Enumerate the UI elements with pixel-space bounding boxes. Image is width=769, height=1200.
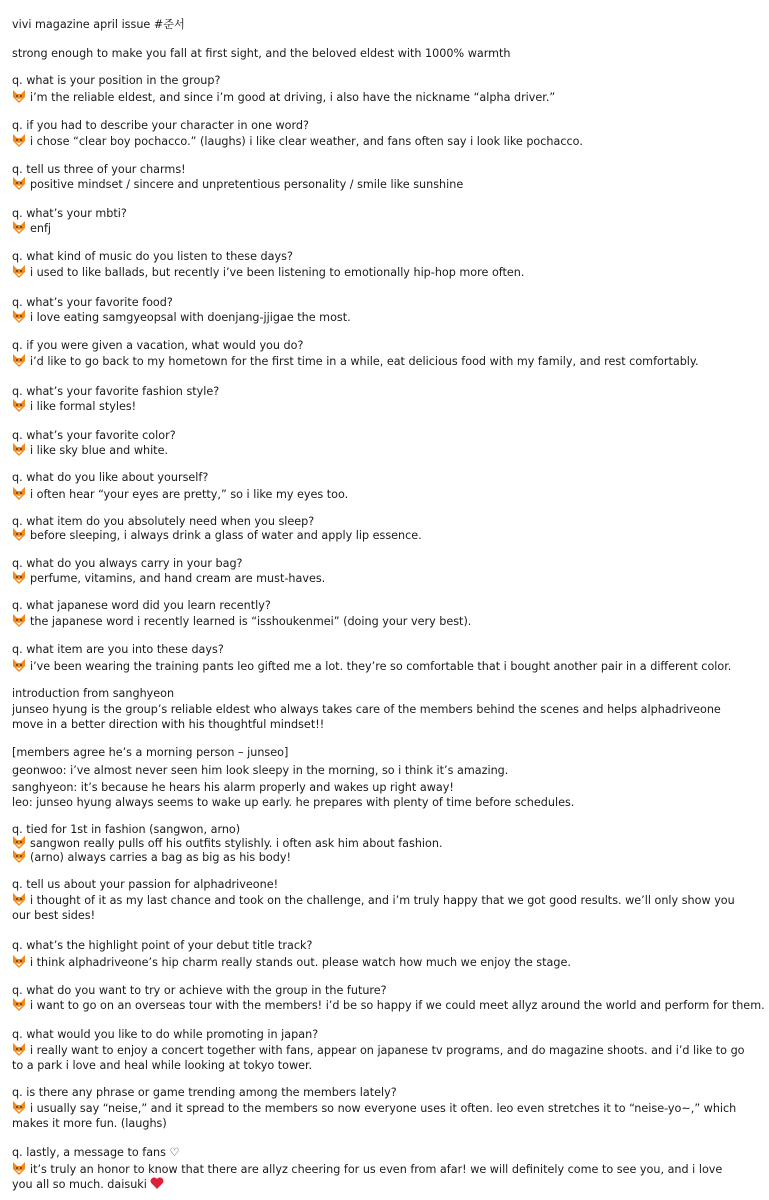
question: q. what item are you into these days? xyxy=(12,643,224,656)
fox-icon xyxy=(12,893,26,906)
fox-icon xyxy=(12,528,26,541)
question: q. what’s your favorite color? xyxy=(12,429,176,442)
question: q. tell us three of your charms! xyxy=(12,163,186,176)
question: q. what do you want to try or achieve with the group in the future? xyxy=(12,984,387,997)
answer-text: i’ve been wearing the training pants leo gifted me a lot. they’re so comfortable that i bought another pair in a different color. xyxy=(30,660,732,673)
fox-icon xyxy=(12,221,26,234)
answer xyxy=(12,177,745,192)
article-subtitle: strong enough to make you fall at first sight, and the beloved eldest with 1000% warmth xyxy=(12,47,511,60)
answer xyxy=(12,310,745,325)
answer-text: i often hear “your eyes are pretty,” so i like my eyes too. xyxy=(30,488,349,501)
answer-text: i usually say “neise,” and it spread to the members so now everyone uses it often. leo even stretches it to “neise-yo~,” which makes it more fun. (laughs) xyxy=(12,1102,737,1130)
answer xyxy=(12,659,745,674)
answer xyxy=(12,528,745,543)
question: q. what would you like to do while promoting in japan? xyxy=(12,1028,319,1041)
fox-icon xyxy=(12,998,26,1011)
fox-icon xyxy=(12,659,26,672)
answer xyxy=(12,998,765,1013)
answer-text: before sleeping, i always drink a glass of water and apply lip essence. xyxy=(30,529,422,542)
answer-text: enfj xyxy=(30,222,52,235)
red-heart-icon xyxy=(150,1177,164,1189)
answer-text: the japanese word i recently learned is “isshoukenmei” (doing your very best). xyxy=(30,615,472,628)
member-quote: sanghyeon: it’s because he hears his alarm properly and wakes up right away! xyxy=(12,781,454,794)
answer-text: (arno) always carries a bag as big as his body! xyxy=(30,851,291,864)
fox-icon xyxy=(12,955,26,968)
answer-text: i thought of it as my last chance and took on the challenge, and i’m truly happy that we got good results. we’ll only show you our best sides! xyxy=(12,894,735,922)
fox-icon xyxy=(12,177,26,190)
fox-icon xyxy=(12,487,26,500)
answer-text: i used to like ballads, but recently i’ve been listening to emotionally hip-hop more often. xyxy=(30,266,525,279)
answer-text: i love eating samgyeopsal with doenjang-jjigae the most. xyxy=(30,311,351,324)
answer xyxy=(12,134,745,149)
fox-icon xyxy=(12,571,26,584)
question: q. what do you always carry in your bag? xyxy=(12,557,243,570)
fox-icon xyxy=(12,836,26,849)
answer xyxy=(12,955,745,970)
answer-text: i want to go on an overseas tour with the members! i’d be so happy if we could meet allyz around the world and perform for them. xyxy=(30,999,765,1012)
fox-icon xyxy=(12,443,26,456)
fox-icon xyxy=(12,310,26,323)
answer xyxy=(12,1043,745,1073)
answer-text: perfume, vitamins, and hand cream are must-haves. xyxy=(30,572,326,585)
answer xyxy=(12,90,745,105)
answer xyxy=(12,1101,745,1131)
question: q. what do you like about yourself? xyxy=(12,471,209,484)
answer-text: i like sky blue and white. xyxy=(30,444,169,457)
intro-text: junseo hyung is the group’s reliable eldest who always takes care of the members behind the scenes and helps alphadriveone move in a better direction with his thoughtful mindset!! xyxy=(12,703,721,731)
question: q. what is your position in the group? xyxy=(12,74,221,87)
question: q. what kind of music do you listen to these days? xyxy=(12,250,293,263)
fox-icon xyxy=(12,354,26,367)
fox-icon xyxy=(12,399,26,412)
member-quote: geonwoo: i’ve almost never seen him look sleepy in the morning, so i think it’s amazing. xyxy=(12,764,509,777)
answer xyxy=(12,354,745,369)
answer-text: i’d like to go back to my hometown for the first time in a while, eat delicious food with my family, and rest comfortably. xyxy=(30,355,699,368)
closing-answer-text: it’s truly an honor to know that there are allyz cheering for us even from afar! we will definitely come to see you, and i love you all so much. daisuki xyxy=(12,1163,723,1191)
answer-text: i really want to enjoy a concert together with fans, appear on japanese tv programs, and do magazine shoots. and i’d like to go to a park i love and heal while looking at tokyo tower. xyxy=(12,1044,745,1072)
article-title: vivi magazine april issue #준서 xyxy=(12,18,185,31)
answer xyxy=(12,265,745,280)
answer-text: sangwon really pulls off his outfits stylishly. i often ask him about fashion. xyxy=(30,837,443,850)
answer xyxy=(12,399,745,414)
closing-question: q. lastly, a message to fans ♡ xyxy=(12,1146,180,1159)
fox-icon xyxy=(12,134,26,147)
fox-icon xyxy=(12,1162,26,1175)
answer-text: i chose “clear boy pochacco.” (laughs) i like clear weather, and fans often say i look like pochacco. xyxy=(30,135,583,148)
fox-icon xyxy=(12,1043,26,1056)
question: q. what’s your mbti? xyxy=(12,207,127,220)
answer xyxy=(12,443,745,458)
fox-icon xyxy=(12,850,26,863)
closing-answer xyxy=(12,1162,745,1192)
fox-icon xyxy=(12,90,26,103)
morning-heading: [members agree he’s a morning person – junseo] xyxy=(12,746,289,759)
question: q. tell us about your passion for alphadriveone! xyxy=(12,878,279,891)
question: q. what japanese word did you learn recently? xyxy=(12,599,271,612)
answer xyxy=(12,836,745,851)
question: q. is there any phrase or game trending among the members lately? xyxy=(12,1086,397,1099)
answer xyxy=(12,487,745,502)
question: q. what item do you absolutely need when you sleep? xyxy=(12,515,315,528)
answer xyxy=(12,571,745,586)
question: q. if you had to describe your character in one word? xyxy=(12,119,309,132)
answer xyxy=(12,850,745,865)
question: q. what’s the highlight point of your debut title track? xyxy=(12,939,313,952)
member-quote: leo: junseo hyung always seems to wake up early. he prepares with plenty of time before schedules. xyxy=(12,796,575,809)
answer-text: i like formal styles! xyxy=(30,400,137,413)
answer-text: i think alphadriveone’s hip charm really stands out. please watch how much we enjoy the stage. xyxy=(30,956,571,969)
answer xyxy=(12,614,745,629)
answer-text: positive mindset / sincere and unpretentious personality / smile like sunshine xyxy=(30,178,464,191)
question: q. what’s your favorite fashion style? xyxy=(12,385,220,398)
question: q. tied for 1st in fashion (sangwon, arno) xyxy=(12,823,241,836)
answer-text: i’m the reliable eldest, and since i’m good at driving, i also have the nickname “alpha driver.” xyxy=(30,91,556,104)
intro-heading: introduction from sanghyeon xyxy=(12,687,175,700)
answer xyxy=(12,221,745,236)
fox-icon xyxy=(12,614,26,627)
fox-icon xyxy=(12,265,26,278)
answer xyxy=(12,893,745,923)
question: q. what’s your favorite food? xyxy=(12,296,173,309)
question: q. if you were given a vacation, what would you do? xyxy=(12,339,304,352)
fox-icon xyxy=(12,1101,26,1114)
